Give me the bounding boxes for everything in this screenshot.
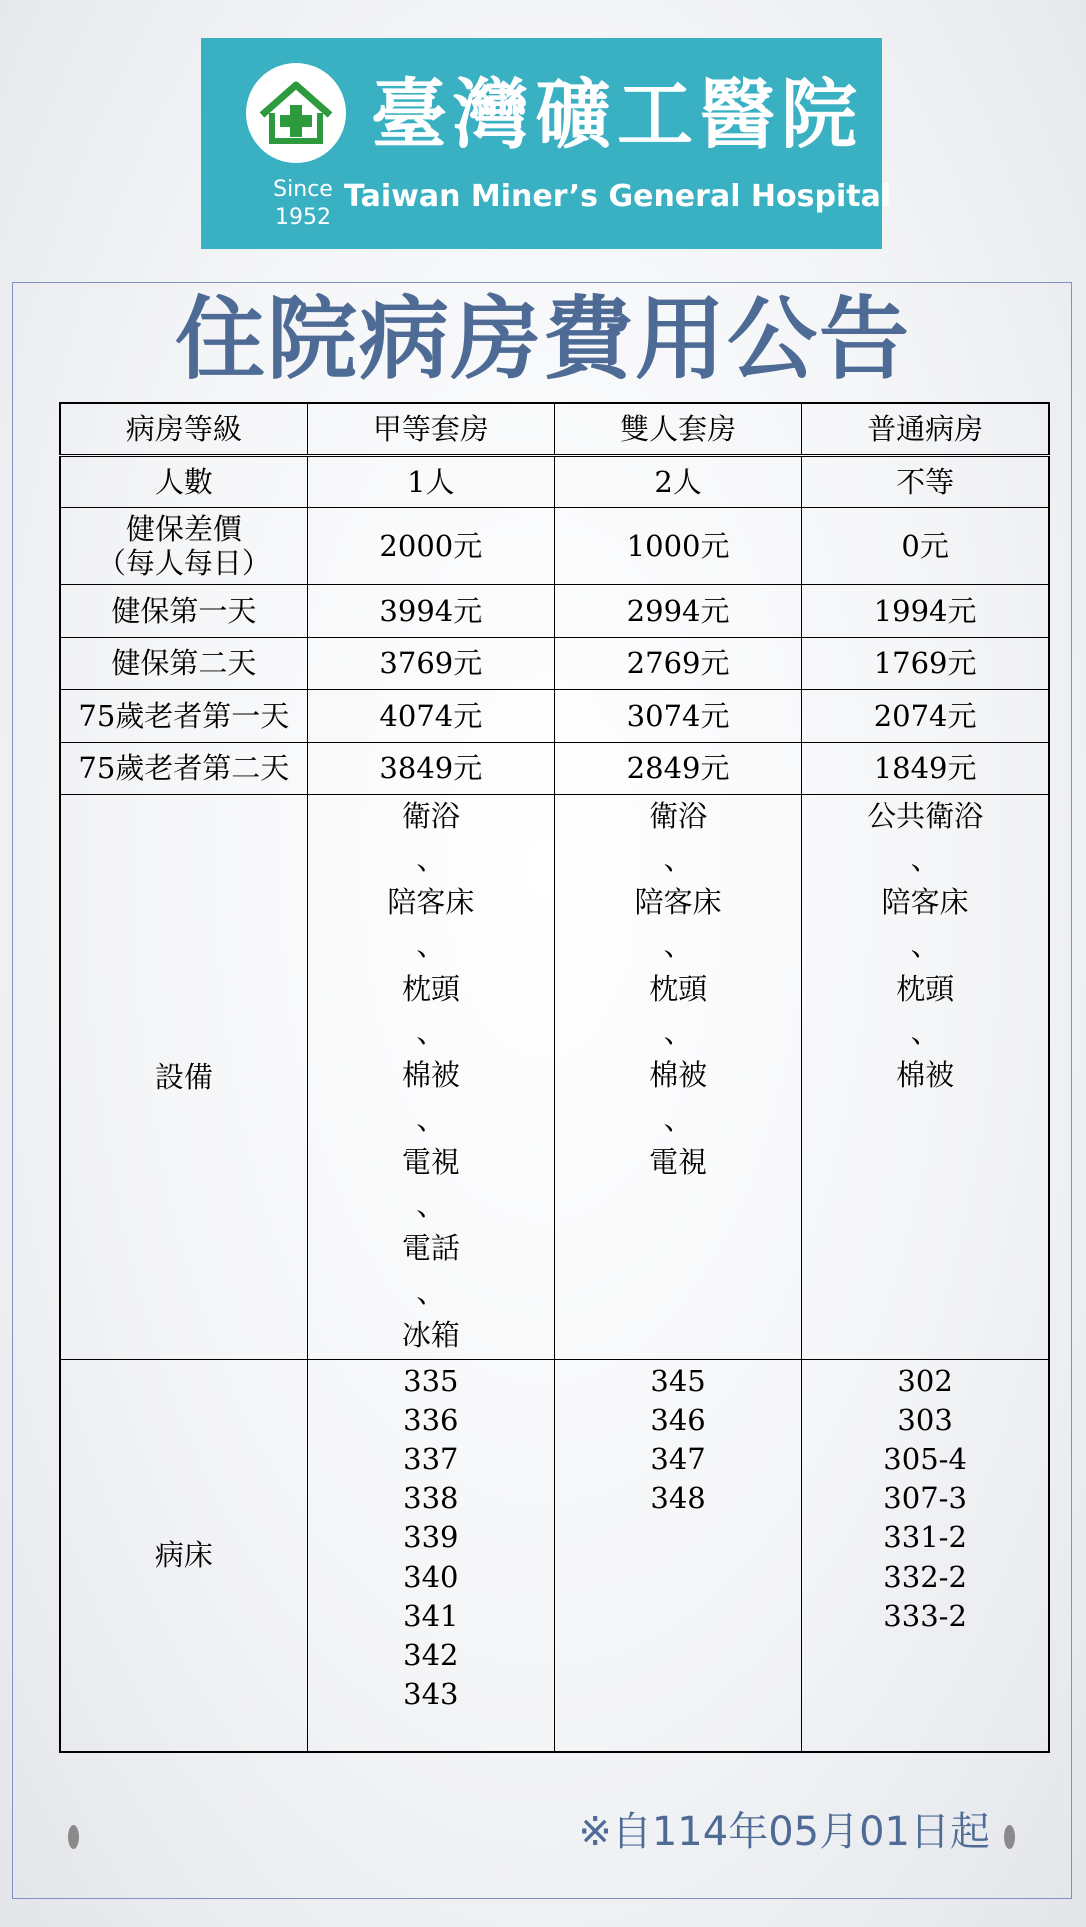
row-label — [60, 507, 307, 584]
bed-number: 343 — [403, 1677, 459, 1712]
table-cell: 2769元 — [554, 637, 801, 689]
bed-number: 340 — [403, 1559, 459, 1594]
bed-number: 337 — [403, 1441, 459, 1476]
list-separator: 、 — [416, 1274, 446, 1309]
effective-date: ※自114年05月01日起 — [578, 1809, 990, 1855]
logo-chinese-name: 臺灣礦工醫院 — [371, 70, 863, 159]
bed-number: 341 — [403, 1598, 459, 1633]
table-cell: 2人 — [554, 455, 801, 507]
hospital-logo — [201, 38, 892, 249]
row-label: 健保第一天 — [60, 584, 307, 637]
table-row — [60, 637, 1049, 689]
header-cell: 普通病房 — [802, 403, 1049, 455]
bed-number: 335 — [403, 1363, 459, 1398]
list-separator: 、 — [416, 1188, 446, 1223]
bed-number: 347 — [650, 1441, 706, 1476]
list-separator: 、 — [910, 1014, 940, 1049]
logo-english-name: Taiwan Miner’s General Hospital — [344, 179, 892, 214]
table-row — [60, 455, 1049, 507]
header-cell: 雙人套房 — [554, 403, 801, 455]
equipment-cell — [802, 794, 1049, 1359]
beds-cell — [307, 1359, 554, 1752]
bed-number: 302 — [897, 1363, 953, 1398]
table-cell: 1人 — [307, 455, 554, 507]
row-label: 75歲老者第一天 — [60, 689, 307, 742]
bed-number: 332-2 — [883, 1559, 967, 1594]
equipment-item: 棉被 — [401, 1058, 460, 1093]
table-cell: 2074元 — [802, 689, 1049, 742]
row-label-line: 健保差價 — [125, 511, 242, 546]
bed-number: 342 — [403, 1637, 459, 1672]
list-separator: 、 — [910, 928, 940, 963]
equipment-cell — [554, 794, 801, 1359]
equipment-item: 陪客床 — [634, 885, 722, 920]
equipment-item: 電視 — [649, 1144, 708, 1179]
logo-since-year: 1952 — [275, 205, 331, 230]
beds-cell — [802, 1359, 1049, 1752]
equipment-item: 衛浴 — [649, 798, 708, 833]
logo-emblem — [246, 63, 346, 163]
equipment-item: 棉被 — [649, 1058, 708, 1093]
decorative-dot — [68, 1825, 79, 1849]
bed-number: 339 — [403, 1520, 459, 1555]
equipment-item: 冰箱 — [401, 1318, 460, 1353]
list-separator: 、 — [416, 1014, 446, 1049]
row-label: 設備 — [60, 794, 307, 1359]
row-label: 病床 — [60, 1359, 307, 1752]
list-separator: 、 — [663, 928, 693, 963]
table-row — [60, 689, 1049, 742]
beds-row — [60, 1359, 1049, 1752]
table-cell: 0元 — [802, 507, 1049, 584]
equipment-item: 電視 — [401, 1144, 460, 1179]
equipment-item: 陪客床 — [881, 885, 969, 920]
table-cell: 2849元 — [554, 742, 801, 794]
equipment-item: 電話 — [401, 1231, 460, 1266]
header-cell: 甲等套房 — [307, 403, 554, 455]
header-row — [60, 403, 1049, 455]
house-cross-icon — [256, 75, 336, 151]
bed-number: 331-2 — [883, 1520, 967, 1555]
bed-number: 307-3 — [883, 1481, 967, 1516]
bed-number: 338 — [403, 1481, 459, 1516]
list-separator: 、 — [416, 928, 446, 963]
equipment-item: 枕頭 — [896, 971, 955, 1006]
table-cell: 1000元 — [554, 507, 801, 584]
table-row — [60, 584, 1049, 637]
table-row — [60, 507, 1049, 584]
list-separator: 、 — [663, 1014, 693, 1049]
equipment-row — [60, 794, 1049, 1359]
bed-number: 305-4 — [883, 1441, 967, 1476]
logo-since-label: Since — [273, 177, 333, 202]
table-cell: 1769元 — [802, 637, 1049, 689]
table-row — [60, 742, 1049, 794]
row-label: 75歲老者第二天 — [60, 742, 307, 794]
table-cell: 不等 — [802, 455, 1049, 507]
table-cell: 1849元 — [802, 742, 1049, 794]
equipment-item: 棉被 — [896, 1058, 955, 1093]
list-separator: 、 — [663, 841, 693, 876]
table-cell: 4074元 — [307, 689, 554, 742]
equipment-item: 陪客床 — [387, 885, 475, 920]
equipment-item: 枕頭 — [401, 971, 460, 1006]
bed-number: 345 — [650, 1363, 706, 1398]
table-cell: 2000元 — [307, 507, 554, 584]
equipment-item: 枕頭 — [649, 971, 708, 1006]
list-separator: 、 — [663, 1101, 693, 1136]
bed-number: 346 — [650, 1402, 706, 1437]
equipment-item: 公共衛浴 — [867, 798, 984, 833]
logo-since — [263, 176, 343, 232]
beds-cell — [554, 1359, 801, 1752]
equipment-item: 衛浴 — [401, 798, 460, 833]
decorative-dot — [1004, 1825, 1015, 1849]
table-cell: 2994元 — [554, 584, 801, 637]
row-label-line: （每人每日） — [96, 545, 271, 580]
page-title: 住院病房費用公告 — [175, 287, 911, 392]
table-cell: 3074元 — [554, 689, 801, 742]
table-cell: 1994元 — [802, 584, 1049, 637]
list-separator: 、 — [910, 841, 940, 876]
bed-number: 348 — [650, 1481, 706, 1516]
bed-number: 333-2 — [883, 1598, 967, 1633]
list-separator: 、 — [416, 841, 446, 876]
table-cell: 3769元 — [307, 637, 554, 689]
list-separator: 、 — [416, 1101, 446, 1136]
header-cell: 病房等級 — [60, 403, 307, 455]
table-cell: 3849元 — [307, 742, 554, 794]
table-cell: 3994元 — [307, 584, 554, 637]
fee-table — [59, 402, 1050, 1753]
row-label: 健保第二天 — [60, 637, 307, 689]
bed-number: 336 — [403, 1402, 459, 1437]
row-label: 人數 — [60, 455, 307, 507]
bed-number: 303 — [897, 1402, 953, 1437]
equipment-cell — [307, 794, 554, 1359]
